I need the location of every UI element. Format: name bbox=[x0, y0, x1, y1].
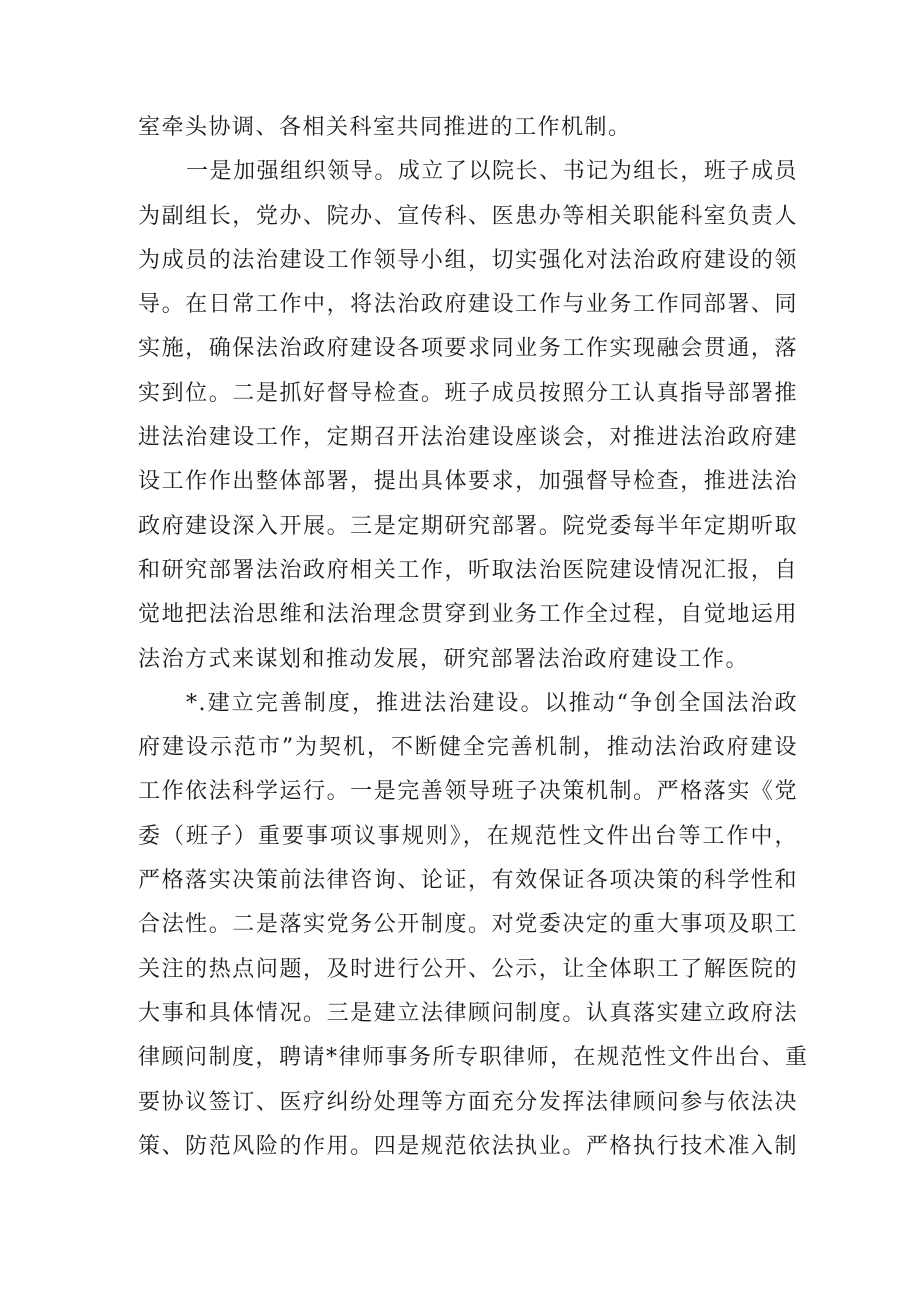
paragraph-line: 和研究部署法治政府相关工作，听取法治医院建设情况汇报，自 bbox=[138, 557, 798, 583]
paragraph-line: 设工作作出整体部署，提出具体要求，加强督导检查，推进法治 bbox=[138, 469, 798, 495]
paragraph-line: 一是加强组织领导。成立了以院长、书记为组长，班子成员 bbox=[186, 159, 798, 185]
paragraph-line: 关注的热点问题，及时进行公开、公示，让全体职工了解医院的 bbox=[138, 956, 798, 982]
paragraph-line: 大事和具体情况。三是建立法律顾问制度。认真落实建立政府法 bbox=[138, 1000, 798, 1026]
paragraph-line: 为副组长，党办、院办、宣传科、医患办等相关职能科室负责人 bbox=[138, 203, 798, 229]
paragraph-line: 实到位。二是抓好督导检查。班子成员按照分工认真指导部署推 bbox=[138, 380, 798, 406]
paragraph-line: 律顾问制度，聘请*律师事务所专职律师，在规范性文件出台、重 bbox=[138, 1045, 809, 1071]
paragraph-line: 合法性。二是落实党务公开制度。对党委决定的重大事项及职工 bbox=[138, 912, 798, 938]
paragraph-line: 委（班子）重要事项议事规则》，在规范性文件出台等工作中， bbox=[138, 823, 798, 849]
paragraph-line: 工作依法科学运行。一是完善领导班子决策机制。严格落实《党 bbox=[138, 779, 798, 805]
paragraph-line: 策、防范风险的作用。四是规范依法执业。严格执行技术准入制 bbox=[138, 1133, 798, 1159]
paragraph-line: 政府建设深入开展。三是定期研究部署。院党委每半年定期听取 bbox=[138, 513, 798, 539]
paragraph-line: 觉地把法治思维和法治理念贯穿到业务工作全过程，自觉地运用 bbox=[138, 602, 798, 628]
paragraph-line: 进法治建设工作，定期召开法治建设座谈会，对推进法治政府建 bbox=[138, 425, 798, 451]
paragraph-line: 严格落实决策前法律咨询、论证，有效保证各项决策的科学性和 bbox=[138, 868, 798, 894]
paragraph-line: *.建立完善制度，推进法治建设。以推动“争创全国法治政 bbox=[186, 690, 798, 716]
paragraph-line: 实施，确保法治政府建设各项要求同业务工作实现融会贯通，落 bbox=[138, 336, 798, 362]
paragraph-line: 室牵头协调、各相关科室共同推进的工作机制。 bbox=[138, 115, 632, 140]
paragraph-line: 为成员的法治建设工作领导小组，切实强化对法治政府建设的领 bbox=[138, 247, 798, 273]
paragraph-line: 府建设示范市”为契机，不断健全完善机制，推动法治政府建设 bbox=[138, 735, 798, 761]
paragraph-line: 法治方式来谋划和推动发展，研究部署法治政府建设工作。 bbox=[138, 646, 750, 672]
document-body bbox=[138, 106, 809, 1169]
paragraph-line: 要协议签订、医疗纠纷处理等方面充分发挥法律顾问参与依法决 bbox=[138, 1089, 798, 1115]
paragraph-line: 导。在日常工作中，将法治政府建设工作与业务工作同部署、同 bbox=[138, 292, 798, 318]
